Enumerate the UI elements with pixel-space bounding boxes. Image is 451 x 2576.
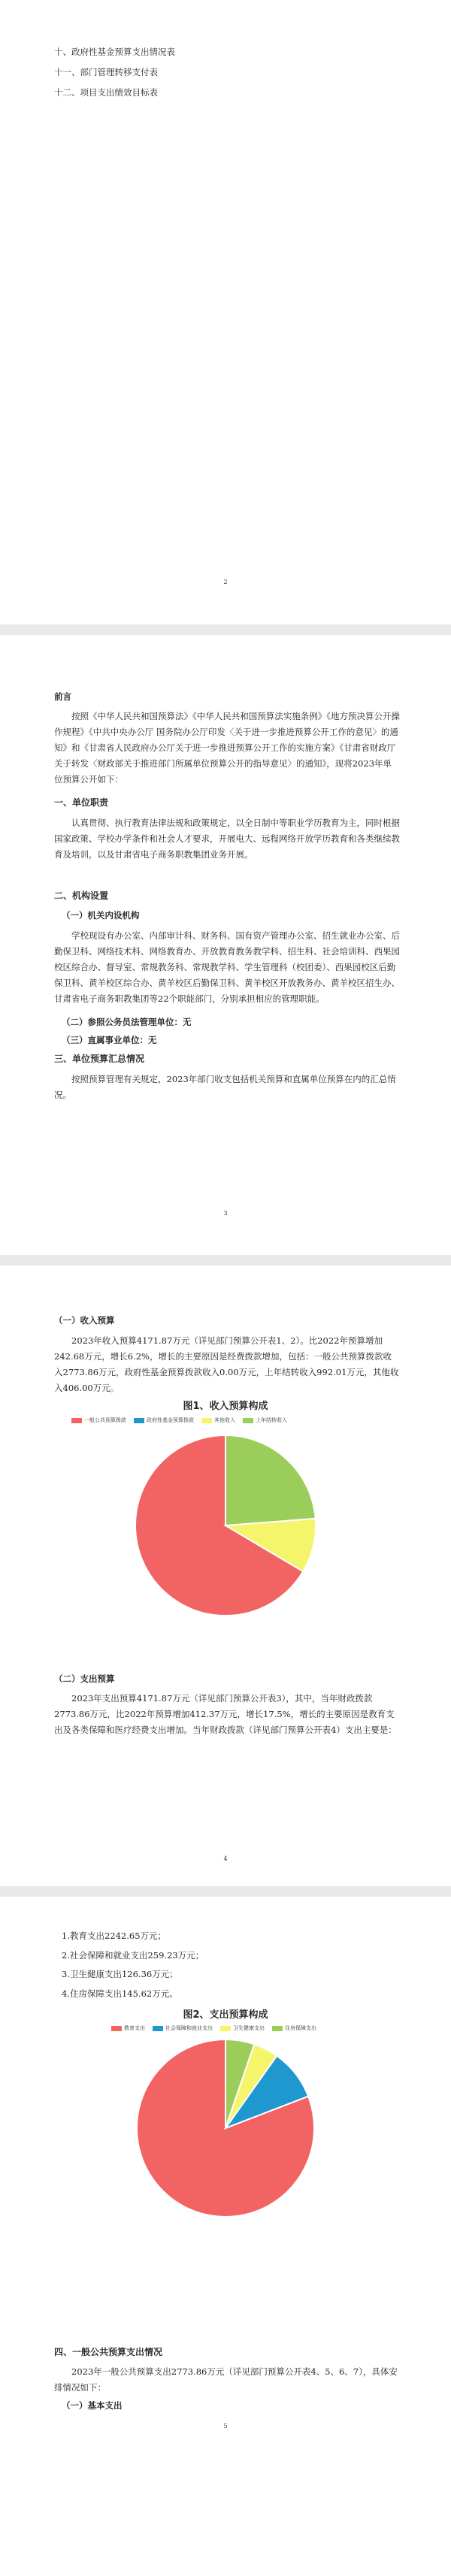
expense-item-3: 3.卫生健康支出126.36万元； [62, 1969, 178, 1979]
legend-item [111, 2024, 145, 2032]
page-number: 5 [223, 2423, 228, 2429]
section-3-text: 按照预算管理有关规定，2023年部门收支包括机关预算和直属单位预算在内的汇总情况。 [54, 1074, 396, 1100]
legend-label: 一般公共预算拨款 [84, 1417, 126, 1423]
legend-label: 卫生健康支出 [233, 2025, 265, 2031]
legend-item [243, 1416, 287, 1424]
section-1-text: 认真贯彻、执行教育法律法规和政策规定，以全日制中等职业学历教育为主，同时根据国家政策、学校办学条件和社会人才要求，开展电大、远程网络开放学历教育和各类继续教育及培训，以及甘肃省电子商务职教集团业务开展。 [54, 818, 400, 860]
income-section-text: 2023年收入预算4171.87万元（详见部门预算公开表1、2）。比2022年预算增加242.68万元，增长6.2%，增长的主要原因是经费拨款增加，包括：一般公共预算拨款收入2773.86万元，政府性基金预算拨款收入0.00万元，上年结转收入992.01万元，其他收入406.00万元。 [54, 1335, 399, 1393]
legend-item [220, 2024, 265, 2032]
chart-2-title: 图2、支出预算构成 [183, 2009, 268, 2021]
legend-swatch [220, 2026, 231, 2031]
page-number: 4 [223, 1855, 228, 1862]
section-2-sub-2: （二）参照公务员法管理单位：无 [62, 1017, 192, 1027]
chart-1-title: 图1、收入预算构成 [183, 1401, 268, 1412]
chart-2-legend [111, 2024, 324, 2032]
chart-1-legend [71, 1416, 295, 1424]
legend-label: 社会保障和就业支出 [165, 2025, 213, 2031]
document-page-3 [0, 1265, 451, 1886]
income-section-title: （一）收入预算 [54, 1315, 115, 1326]
section-4-title: 四、一般公共预算支出情况 [54, 2347, 163, 2357]
section-4-sub-1: （一）基本支出 [62, 2400, 123, 2411]
expense-item-2: 2.社会保障和就业支出259.23万元； [62, 1950, 204, 1961]
document-page-2 [0, 635, 451, 1255]
expense-section-text: 2023年支出预算4171.87万元（详见部门预算公开表3），其中，当年财政拨款2773.86万元，比2022年预算增加412.37万元，增长17.5%，增长的主要原因是教育支出及各类保障和医疗经费支出增加。当年财政拨款（详见部门预算公开表4）支出主要是： [54, 1693, 397, 1735]
section-2-text: 学校现设有办公室、内部审计科、财务科、国有资产管理办公室、招生就业办公室、后勤保卫科、网络技术科、网络教育办、开放教育教务教学科、招生科、社会培训科、西果园校区综合办、督导室、常规教务科、常规教学科、学生管理科（校团委）、西果园校区后勤保卫科、黄羊校区综合办、黄羊校区后勤保卫科、黄羊校区开放教务办、黄羊校区招生办、甘肃省电子商务职教集团等22个职能部门，分别承担相应的管理职能。 [54, 930, 400, 1004]
legend-swatch [134, 1418, 144, 1423]
section-2-sub-3: （三）直属事业单位：无 [62, 1035, 157, 1045]
section-2-sub-1: （一）机关内设机构 [62, 910, 140, 921]
legend-label: 政府性基金预算拨款 [147, 1417, 194, 1423]
expense-pie-chart [0, 2036, 451, 2232]
section-4-text: 2023年一般公共预算支出2773.86万元（详见部门预算公开表4、5、6、7），具体安排情况如下： [54, 2366, 398, 2393]
legend-item [201, 1416, 235, 1424]
legend-item [134, 1416, 194, 1424]
preface-title: 前言 [54, 691, 71, 702]
expense-item-1: 1.教育支出2242.65万元； [62, 1930, 167, 1941]
legend-swatch [71, 1418, 82, 1423]
document-page-4 [0, 1897, 451, 2576]
legend-label: 教育支出 [124, 2025, 145, 2031]
section-2-title: 二、机构设置 [54, 890, 109, 901]
expense-item-4: 4.住房保障支出145.62万元。 [62, 1988, 178, 1999]
page-number: 3 [223, 1210, 228, 1217]
legend-item [272, 2024, 316, 2032]
legend-item [71, 1416, 126, 1424]
legend-label: 其他收入 [214, 1417, 235, 1423]
legend-swatch [272, 2026, 283, 2031]
section-3-title: 三、单位预算汇总情况 [54, 1054, 145, 1064]
legend-label: 上年结转收入 [256, 1417, 287, 1423]
legend-swatch [111, 2026, 122, 2031]
pie-slice-4 [226, 1435, 316, 1525]
page-number: 2 [223, 579, 228, 585]
toc-item-11: 十一、部门管理转移支付表 [54, 67, 158, 77]
expense-section-title: （二）支出预算 [54, 1673, 115, 1684]
income-pie-chart [0, 1428, 451, 1631]
legend-swatch [201, 1418, 212, 1423]
legend-label: 住房保障支出 [285, 2025, 316, 2031]
preface-text: 按照《中华人民共和国预算法》《中华人民共和国预算法实施条例》《地方预决算公开操作规程》《中共中央办公厅 国务院办公厅印发〈关于进一步推进预算公开工作的意见〉的通知》和《甘肃省人民政府办公厅关于进一步推进预算公开工作的实施方案》《甘肃省财政厅关于转发〈财政部关于推进部门所属单位预算公开的指导意见〉的通知》，现将2023年单位预算公开如下： [54, 711, 400, 785]
document-page-1 [0, 0, 451, 624]
legend-swatch [153, 2026, 163, 2031]
toc-item-10: 十、政府性基金预算支出情况表 [54, 47, 175, 57]
toc-item-12: 十二、项目支出绩效目标表 [54, 87, 158, 98]
legend-swatch [243, 1418, 253, 1423]
legend-item [153, 2024, 213, 2032]
section-1-title: 一、单位职责 [54, 797, 109, 808]
